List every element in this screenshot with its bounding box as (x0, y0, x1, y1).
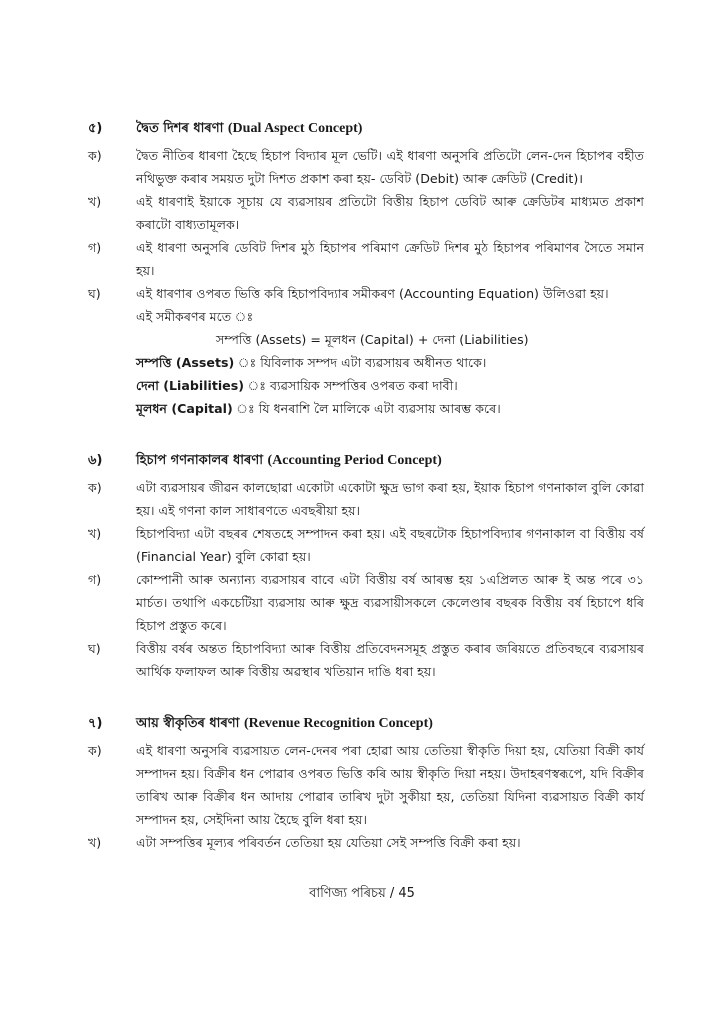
section-title-english: (Revenue Recognition Concept) (243, 716, 433, 731)
document-body (88, 118, 644, 854)
item-text: এই ধাৰণাৰ ওপৰত ভিত্তি কৰি হিচাপবিদ্যাৰ সমীকৰণ (Accounting Equation) উলিওৱা হয়। (136, 286, 609, 301)
item-text: কোম্পানী আৰু অন্যান্য ব্যৱসায়ৰ বাবে এটা বিত্তীয় বৰ্ষ আৰম্ভ হয় ১এপ্ৰিলত আৰু ই অন্ত পৰে ৩১ মাৰ্চত। তথাপি একচেটিয়া ব্যৱসায় আৰু ক্ষুদ্ৰ ব্যৱসায়ীসকলে কেলেণ্ডাৰ বছৰক বিত্তীয় বৰ্ষ হিচাপে ধৰি হিচাপ প্ৰস্তুত কৰে। (136, 572, 644, 633)
item-label: ক) (88, 480, 102, 495)
accounting-equation: সম্পত্তি (Assets) = মূলধন (Capital) + দেনা (Liabilities) (216, 332, 529, 347)
definition-assets (88, 351, 644, 374)
section-heading (88, 118, 644, 140)
item-label: ক) (88, 743, 102, 758)
list-item (88, 522, 644, 568)
item-label: গ) (88, 572, 102, 587)
item-label: ক) (88, 148, 102, 163)
section-title: আয় স্বীকৃতিৰ ধাৰণা (136, 716, 240, 731)
section-dual-aspect (88, 118, 644, 420)
section-title-english: (Accounting Period Concept) (267, 453, 442, 468)
item-label: খ) (88, 194, 102, 209)
list-item (88, 476, 644, 522)
item-text: হিচাপবিদ্যা এটা বছৰৰ শেষতহে সম্পাদন কৰা হয়। এই বছৰটোক হিচাপবিদ্যাৰ গণনাকাল বা বিত্তীয় বৰ্ষ (Financial Year) বুলি কোৱা হয়। (136, 526, 644, 564)
page-footer: বাণিজ্য পৰিচয় / 45 (309, 886, 415, 901)
item-label: ঘ) (88, 641, 101, 656)
list-item (88, 831, 644, 854)
item-text: এই ধাৰণা অনুসৰি ডেবিট দিশৰ মুঠ হিচাপৰ পৰিমাণ ক্ৰেডিট দিশৰ মুঠ হিচাপৰ পৰিমাণৰ সৈতে সমান হয়। (136, 240, 644, 278)
definition-term: দেনা (Liabilities) (136, 378, 244, 393)
item-text: এই ধাৰণাই ইয়াকে সূচায় যে ব্যৱসায়ৰ প্ৰতিটো বিত্তীয় হিচাপ ডেবিট আৰু ক্ৰেডিটৰ মাধ্যমত প্ৰকাশ কৰাটো বাধ্যতামূলক। (136, 194, 644, 232)
section-heading (88, 713, 644, 735)
section-title: দ্বৈত দিশৰ ধাৰণা (136, 121, 224, 136)
definition-term: সম্পত্তি (Assets) (136, 355, 235, 370)
item-text: এটা ব্যৱসায়ৰ জীৱন কালছোৱা একোটা একোটা ক্ষুদ্ৰ ভাগ কৰা হয়, ইয়াক হিচাপ গণনাকাল বুলি কোৱা হয়। এই গণনা কাল সাধাৰণতে এবছৰীয়া হয়। (136, 480, 644, 518)
equation-intro: এই সমীকৰণৰ মতে ঃ (136, 309, 254, 324)
list-item (88, 739, 644, 831)
item-text: দ্বৈত নীতিৰ ধাৰণা হৈছে হিচাপ বিদ্যাৰ মূল ভেটি। এই ধাৰণা অনুসৰি প্ৰতিটো লেন-দেন হিচাপৰ বহীত নথিভুক্ত কৰাৰ সময়ত দুটা দিশত প্ৰকাশ কৰা হয়- ডেবিট (Debit) আৰু ক্ৰেডিট (Credit)। (136, 148, 644, 186)
section-number: ৭) (88, 716, 103, 731)
item-label: খ) (88, 526, 102, 541)
definition-capital (88, 397, 644, 420)
item-text: বিত্তীয় বৰ্ষৰ অন্তত হিচাপবিদ্যা আৰু বিত্তীয় প্ৰতিবেদনসমূহ প্ৰস্তুত কৰাৰ জৰিয়তে প্ৰতিবছৰে ব্যৱসায়ৰ আৰ্থিক ফলাফল আৰু বিত্তীয় অৱস্থাৰ খতিয়ান দাঙি ধৰা হয়। (136, 641, 644, 679)
section-title-english: (Dual Aspect Concept) (227, 121, 363, 136)
list-item (88, 236, 644, 282)
item-label: গ) (88, 240, 102, 255)
item-label: খ) (88, 835, 102, 850)
list-item (88, 190, 644, 236)
section-title: হিচাপ গণনাকালৰ ধাৰণা (136, 453, 263, 468)
definition-text: ঃ ব্যৱসায়িক সম্পত্তিৰ ওপৰত কৰা দাবী। (243, 378, 458, 393)
section-number: ৫) (88, 121, 103, 136)
section-heading (88, 450, 644, 472)
section-accounting-period (88, 450, 644, 683)
definition-term: মূলধন (Capital) (136, 401, 233, 416)
item-text: এটা সম্পত্তিৰ মূল্যৰ পৰিবৰ্তন তেতিয়া হয় যেতিয়া সেই সম্পত্তি বিক্ৰী কৰা হয়। (136, 835, 521, 850)
definition-text: ঃ যি ধনৰাশি লৈ মালিকে এটা ব্যৱসায় আৰম্ভ কৰে। (232, 401, 501, 416)
section-revenue-recognition (88, 713, 644, 854)
section-number: ৬) (88, 453, 103, 468)
definition-text: ঃ যিবিলাক সম্পদ এটা ব্যৱসায়ৰ অধীনত থাকে। (234, 355, 487, 370)
item-label: ঘ) (88, 286, 101, 301)
item-text: এই ধাৰণা অনুসৰি ব্যৱসায়ত লেন-দেনৰ পৰা হোৱা আয় তেতিয়া স্বীকৃতি দিয়া হয়, যেতিয়া বিক্ৰী কাৰ্য সম্পাদন হয়। বিক্ৰীৰ ধন পোৱাৰ ওপৰত ভিত্তি কৰি আয় স্বীকৃতি দিয়া নহয়। উদাহৰণস্বৰূপে, যদি বিক্ৰীৰ তাৰিখ আৰু বিক্ৰীৰ ধন আদায় পোৱাৰ তাৰিখ দুটা সুকীয়া হয়, তেতিয়া যিদিনা ব্যৱসায়ত বিক্ৰী কাৰ্য সম্পাদন হয়, সেইদিনা আয় হৈছে বুলি ধৰা হয়। (136, 743, 644, 827)
definition-liabilities (88, 374, 644, 397)
list-item (88, 568, 644, 637)
list-item (88, 282, 644, 305)
list-item (88, 637, 644, 683)
list-item (88, 144, 644, 190)
